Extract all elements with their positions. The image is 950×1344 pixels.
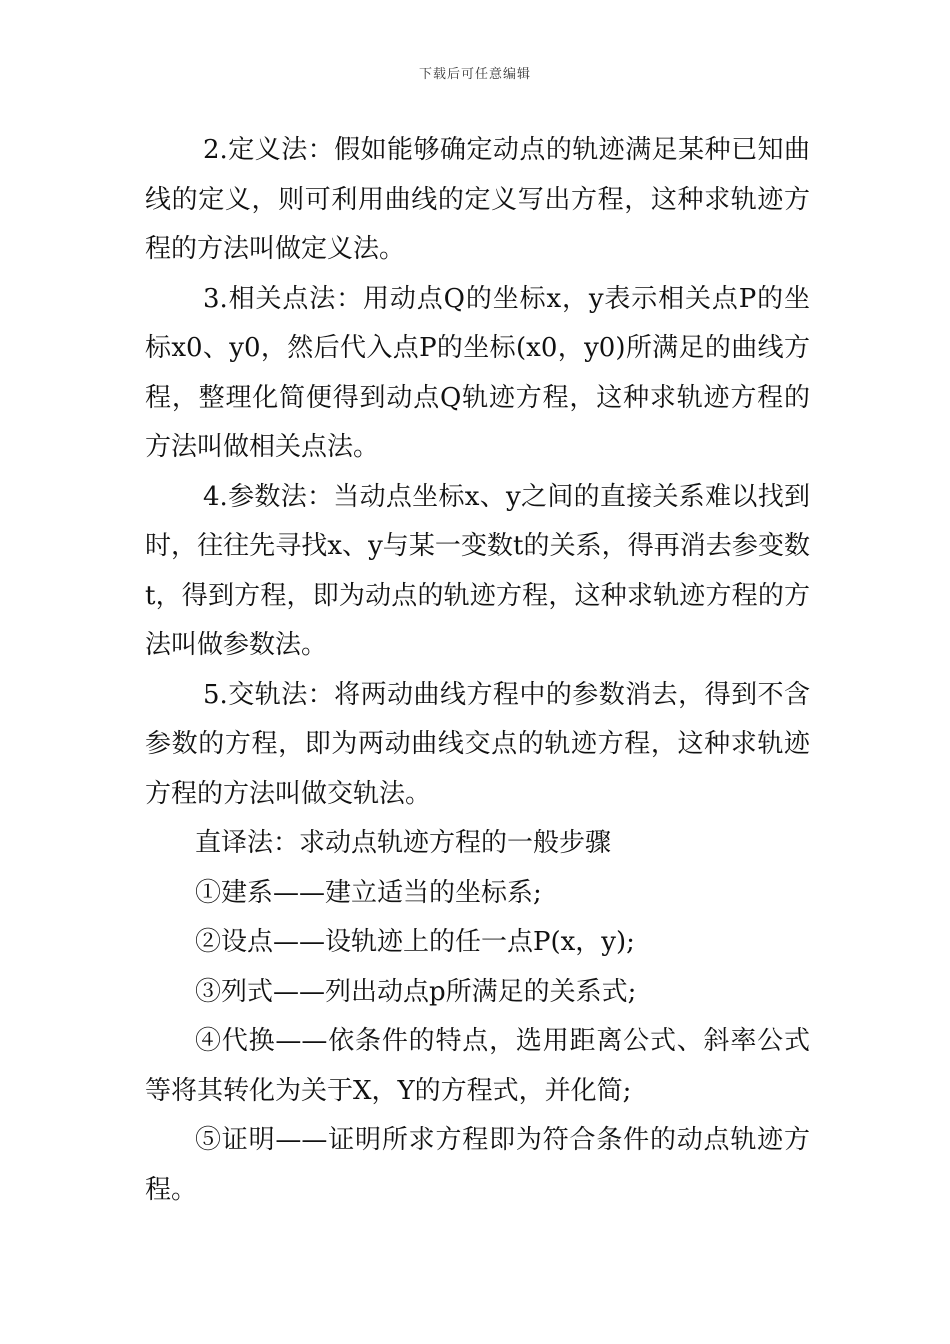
step-write-equation: ③列式——列出动点p所满足的关系式; <box>195 976 637 1007</box>
paragraph-intersection-method: 5.交轨法：将两动曲线方程中的参数消去，得到不含参数的方程，即为两动曲线交点的轨迹方程，这种求轨迹方程的方法叫做交轨法。 <box>145 679 810 809</box>
paragraph-related-point-method: 3.相关点法：用动点Q的坐标x，y表示相关点P的坐标x0、y0，然后代入点P的坐标(x0，y0)所满足的曲线方程，整理化简便得到动点Q轨迹方程，这种求轨迹方程的方法叫做相关点法。 <box>145 283 810 462</box>
paragraph-parameter-method: 4.参数法：当动点坐标x、y之间的直接关系难以找到时，往往先寻找x、y与某一变数t的关系，得再消去参变数t，得到方程，即为动点的轨迹方程，这种求轨迹方程的方法叫做参数法。 <box>145 481 810 660</box>
document-body <box>145 126 810 1215</box>
step-substitute: ④代换——依条件的特点，选用距离公式、斜率公式等将其转化为关于X，Y的方程式，并化简; <box>145 1026 810 1106</box>
step-prove: ⑤证明——证明所求方程即为符合条件的动点轨迹方程。 <box>145 1125 810 1205</box>
paragraph-definition-method: 2.定义法：假如能够确定动点的轨迹满足某种已知曲线的定义，则可利用曲线的定义写出方程，这种求轨迹方程的方法叫做定义法。 <box>145 135 810 264</box>
paragraph-direct-method-title: 直译法：求动点轨迹方程的一般步骤 <box>195 828 612 858</box>
step-establish-system: ①建系——建立适当的坐标系; <box>195 877 542 908</box>
step-set-point: ②设点——设轨迹上的任一点P(x，y); <box>195 927 635 957</box>
page-header: 下载后可任意编辑 <box>418 67 531 82</box>
